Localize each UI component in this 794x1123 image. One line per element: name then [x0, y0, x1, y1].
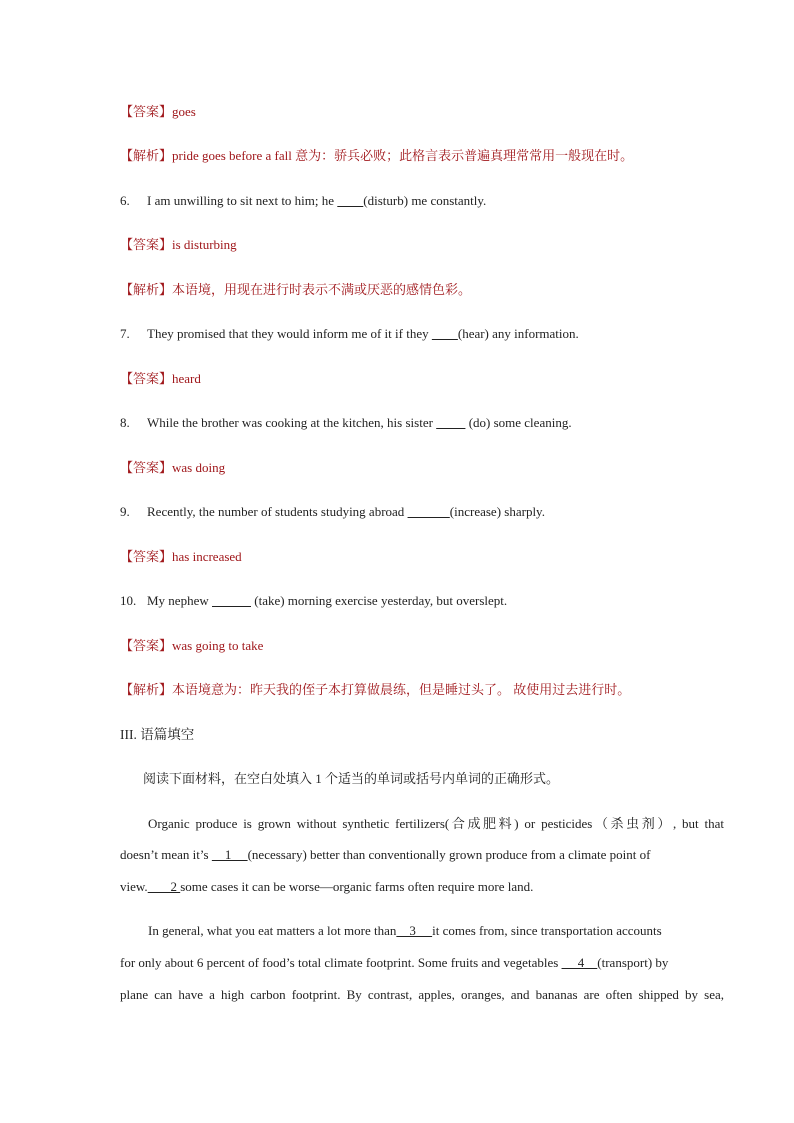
analysis-line-6: [120, 282, 724, 298]
question-number: 9.: [120, 504, 130, 519]
answer-text: goes: [172, 104, 196, 119]
answer-line-6: [120, 237, 724, 253]
analysis-label: 【解析】: [120, 282, 173, 297]
answer-line-8: [120, 460, 724, 476]
question-text-after: (disturb) me constantly.: [363, 193, 487, 208]
analysis-text: pride goes before a fall 意为：骄兵必败；此格言表示普遍真理常常用一般现在时。: [172, 148, 634, 163]
answer-text: has increased: [172, 549, 242, 564]
answer-blank[interactable]: [212, 593, 251, 608]
passage-text: In general, what you eat matters a lot more than: [148, 923, 397, 938]
question-text-after: (increase) sharply.: [449, 504, 545, 519]
answer-text: was doing: [172, 460, 226, 475]
question-text-before: My nephew: [147, 593, 212, 608]
question-text-before: I am unwilling to sit next to him; he: [147, 193, 338, 208]
question-text-after: (take) morning exercise yesterday, but overslept.: [251, 593, 508, 608]
passage-p1-line-3: [120, 879, 724, 895]
question-text-before: They promised that they would inform me of it if they: [147, 326, 432, 341]
answer-text: was going to take: [172, 638, 264, 653]
answer-label: 【答案】: [120, 549, 173, 564]
passage-blank-2[interactable]: 2: [147, 879, 181, 894]
question-number: 8.: [120, 415, 130, 430]
question-text-after: (hear) any information.: [457, 326, 579, 341]
answer-blank[interactable]: [436, 415, 465, 430]
analysis-line-10: [120, 682, 724, 698]
analysis-label: 【解析】: [120, 682, 173, 697]
passage-blank-4[interactable]: 4: [561, 955, 598, 970]
passage-p1-line-2: [120, 847, 724, 863]
answer-label: 【答案】: [120, 638, 173, 653]
answer-blank[interactable]: [408, 504, 450, 519]
passage-text: some cases it can be worse—organic farms often require more land.: [180, 879, 534, 894]
section-instruction: 阅读下面材料，在空白处填入 1 个适当的单词或括号内单词的正确形式。: [143, 771, 560, 786]
answer-blank[interactable]: [337, 193, 363, 208]
passage-text: for only about 6 percent of food’s total climate footprint. Some fruits and vegetables: [120, 955, 562, 970]
question-text-after: (do) some cleaning.: [465, 415, 572, 430]
question-number: 6.: [120, 193, 130, 208]
question-7: [120, 326, 724, 342]
passage-blank-3[interactable]: 3: [396, 923, 433, 938]
passage-p2-line-1: [148, 923, 724, 939]
passage-p2-line-3: plane can have a high carbon footprint. By contrast, apples, oranges, and bananas are often shipped by sea,: [120, 987, 724, 1002]
answer-line-10: [120, 638, 724, 654]
question-number: 10.: [120, 593, 137, 608]
passage-p2-line-2: [120, 955, 724, 971]
answer-blank[interactable]: [432, 326, 458, 341]
passage-text: (transport) by: [597, 955, 669, 970]
answer-label: 【答案】: [120, 237, 173, 252]
answer-text: heard: [172, 371, 201, 386]
answer-label: 【答案】: [120, 460, 173, 475]
passage-text: view.: [120, 879, 148, 894]
passage-text: it comes from, since transportation accounts: [432, 923, 662, 938]
passage-text: doesn’t mean it’s: [120, 847, 212, 862]
passage-p1-line-1: Organic produce is grown without synthetic fertilizers(合成肥料) or pesticides（杀虫剂）, but that: [148, 816, 724, 831]
question-9: [120, 504, 724, 520]
answer-line-7: [120, 371, 724, 387]
passage-blank-1[interactable]: 1: [211, 847, 248, 862]
answer-line-9: [120, 549, 724, 565]
answer-label: 【答案】: [120, 104, 173, 119]
section-title: III. 语篇填空: [120, 727, 195, 742]
question-number: 7.: [120, 326, 130, 341]
question-6: [120, 193, 724, 209]
answer-label: 【答案】: [120, 371, 173, 386]
question-10: [120, 593, 724, 609]
answer-text: is disturbing: [172, 237, 237, 252]
analysis-text: 本语境意为：昨天我的侄子本打算做晨练，但是睡过头了。 故使用过去进行时。: [172, 682, 631, 697]
question-text-before: Recently, the number of students studying abroad: [147, 504, 408, 519]
analysis-line-5: [120, 148, 724, 164]
analysis-label: 【解析】: [120, 148, 173, 163]
answer-line-5: [120, 104, 724, 120]
question-8: [120, 415, 724, 431]
passage-text: (necessary) better than conventionally grown produce from a climate point of: [247, 847, 651, 862]
question-text-before: While the brother was cooking at the kitchen, his sister: [147, 415, 437, 430]
analysis-text: 本语境，用现在进行时表示不满或厌恶的感情色彩。: [172, 282, 472, 297]
